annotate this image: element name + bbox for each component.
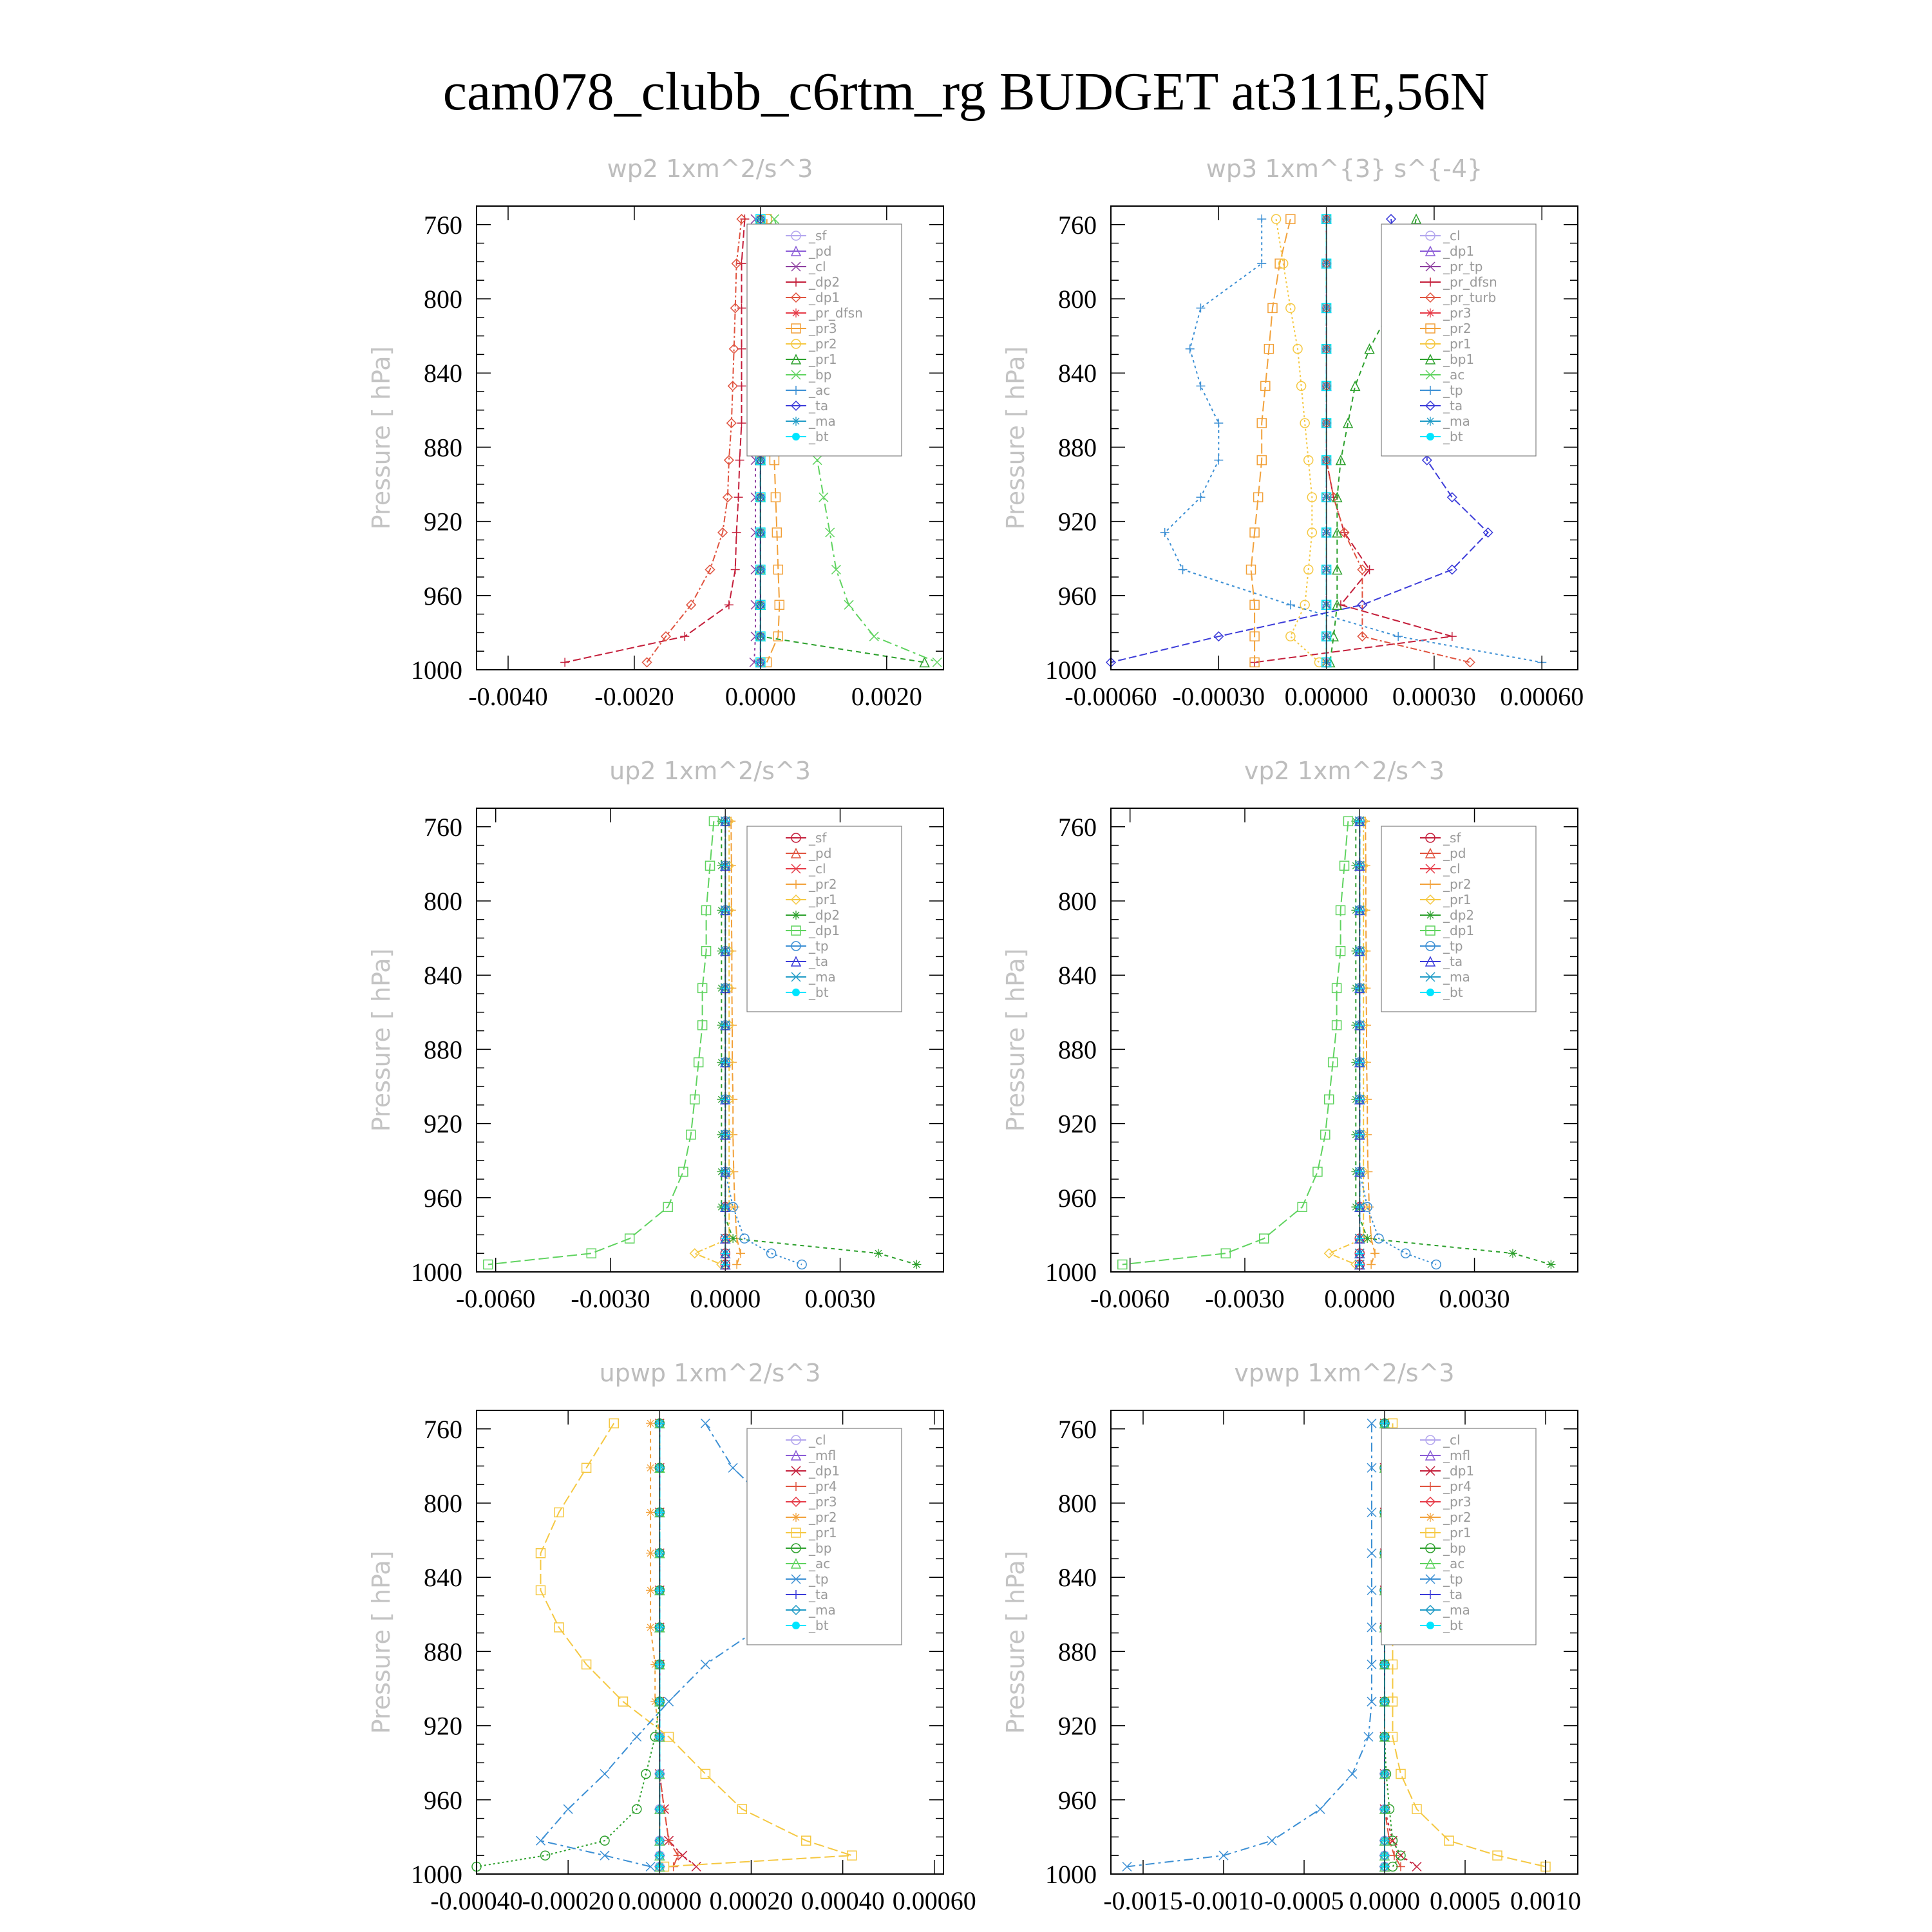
legend-label: _pr_tp [1443, 259, 1483, 274]
legend-label: _cl [809, 1432, 826, 1448]
legend-label: _tp [1443, 1571, 1463, 1587]
x-tick-label: 0.0030 [804, 1284, 876, 1313]
x-tick-label: 0.0005 [1430, 1886, 1501, 1915]
legend-marker [1426, 308, 1435, 317]
legend-marker [791, 417, 800, 426]
legend-label: _ta [1443, 398, 1463, 413]
y-tick-label: 960 [1058, 1785, 1097, 1815]
legend-label: _dp2 [809, 274, 840, 290]
legend-label: _pr4 [1443, 1479, 1472, 1494]
y-tick-label: 840 [424, 961, 462, 990]
y-tick-label: 800 [424, 1489, 462, 1518]
x-tick-label: 0.0000 [724, 682, 796, 711]
legend-marker [791, 911, 800, 920]
y-tick-label: 840 [1058, 961, 1097, 990]
x-tick-label: 0.00060 [1500, 682, 1584, 711]
legend-label: _ac [1443, 1556, 1465, 1571]
panel-title: wp3 1xm^{3} s^{-4} [1206, 155, 1483, 183]
legend-marker [791, 308, 800, 317]
legend-label: _ta [1443, 1587, 1463, 1602]
legend-label: _cl [1443, 228, 1461, 243]
x-tick-label: -0.0015 [1103, 1886, 1183, 1915]
y-axis-label: Pressure [ hPa] [367, 346, 395, 530]
y-tick-label: 800 [1058, 1489, 1097, 1518]
x-tick-label: -0.00040 [430, 1886, 523, 1915]
legend-label: _dp1 [809, 1463, 840, 1479]
data-point [874, 1249, 883, 1258]
legend-label: _ta [1443, 954, 1463, 969]
data-point [912, 1260, 921, 1269]
x-tick-label: 0.0030 [1439, 1284, 1510, 1313]
legend-marker [791, 1513, 800, 1522]
x-tick-label: -0.00030 [1172, 682, 1265, 711]
y-tick-label: 840 [424, 359, 462, 388]
y-tick-label: 920 [424, 1109, 462, 1139]
legend-label: _mfl [809, 1448, 837, 1463]
legend-label: _cl [1443, 1432, 1461, 1448]
legend-label: _bt [809, 429, 829, 444]
legend-label: _ma [1443, 969, 1470, 985]
legend-label: _pr2 [1443, 876, 1472, 892]
legend-label: _cl [809, 861, 826, 876]
y-tick-label: 880 [1058, 433, 1097, 462]
x-tick-label: 0.00060 [892, 1886, 976, 1915]
legend-label: _pr2 [1443, 321, 1472, 336]
y-tick-label: 960 [1058, 1183, 1097, 1213]
legend-marker [1426, 417, 1435, 426]
data-point [646, 1623, 655, 1632]
legend-label: _cl [809, 259, 826, 274]
legend-label: _dp1 [809, 923, 840, 938]
x-tick-label: -0.0030 [571, 1284, 650, 1313]
x-tick-label: 0.0020 [851, 682, 922, 711]
y-tick-label: 920 [1058, 1109, 1097, 1139]
legend-marker [1426, 911, 1435, 920]
panel-title: vp2 1xm^2/s^3 [1244, 757, 1445, 785]
legend-label: _dp1 [809, 290, 840, 305]
x-tick-label: -0.0010 [1184, 1886, 1264, 1915]
y-tick-label: 880 [1058, 1035, 1097, 1065]
legend-label: _bp [809, 1540, 832, 1556]
x-tick-label: 0.00000 [1284, 682, 1368, 711]
legend-label: _pr1 [809, 352, 837, 367]
y-tick-label: 880 [1058, 1637, 1097, 1667]
y-tick-label: 800 [1058, 285, 1097, 314]
legend-label: _pr1 [809, 892, 837, 907]
y-axis-label: Pressure [ hPa] [1001, 948, 1030, 1132]
legend-label: _ma [809, 413, 836, 429]
legend-marker [1426, 1622, 1434, 1629]
x-tick-label: 0.0000 [690, 1284, 761, 1313]
legend-label: _ac [809, 1556, 831, 1571]
legend-marker [792, 989, 800, 996]
x-tick-label: 0.0000 [1349, 1886, 1420, 1915]
y-tick-label: 1000 [1045, 656, 1097, 685]
y-tick-label: 840 [424, 1563, 462, 1593]
legend-label: _dp2 [1443, 907, 1475, 923]
data-point [646, 1419, 655, 1428]
legend-label: _cl [1443, 861, 1461, 876]
legend-label: _bt [809, 985, 829, 1000]
y-tick-label: 920 [424, 507, 462, 536]
legend-label: _dp1 [1443, 1463, 1475, 1479]
y-axis-label: Pressure [ hPa] [367, 948, 395, 1132]
y-tick-label: 1000 [411, 1860, 462, 1889]
legend-marker [1426, 433, 1434, 440]
y-tick-label: 760 [424, 1414, 462, 1444]
legend-label: _bp [1443, 1540, 1466, 1556]
legend-label: _bp1 [1443, 352, 1475, 367]
y-tick-label: 1000 [411, 1258, 462, 1287]
y-tick-label: 840 [1058, 1563, 1097, 1593]
y-tick-label: 880 [424, 1035, 462, 1065]
x-tick-label: -0.0030 [1205, 1284, 1285, 1313]
legend-label: _pd [809, 846, 832, 861]
x-tick-label: -0.0060 [1090, 1284, 1170, 1313]
panel-title: upwp 1xm^2/s^3 [599, 1359, 821, 1387]
y-axis-label: Pressure [ hPa] [1001, 1550, 1030, 1734]
y-tick-label: 760 [424, 812, 462, 842]
legend-label: _ma [1443, 413, 1470, 429]
legend-marker [792, 1622, 800, 1629]
legend-label: _pr3 [809, 321, 837, 336]
y-tick-label: 840 [1058, 359, 1097, 388]
legend-marker [792, 433, 800, 440]
legend-label: _dp1 [1443, 243, 1475, 259]
x-tick-label: 0.00020 [709, 1886, 793, 1915]
data-point [1546, 1260, 1555, 1269]
legend-label: _pr1 [1443, 892, 1472, 907]
legend-label: _pr4 [809, 1479, 837, 1494]
data-point [1508, 1249, 1517, 1258]
x-tick-label: -0.00060 [1065, 682, 1157, 711]
y-tick-label: 760 [1058, 812, 1097, 842]
legend-label: _tp [809, 938, 829, 954]
x-tick-label: 0.0010 [1510, 1886, 1581, 1915]
legend-label: _pr1 [1443, 1525, 1472, 1540]
legend-marker [1426, 989, 1434, 996]
y-tick-label: 800 [1058, 887, 1097, 916]
x-tick-label: -0.0060 [456, 1284, 536, 1313]
legend-label: _ta [809, 954, 829, 969]
y-tick-label: 960 [424, 1183, 462, 1213]
legend-label: _pr2 [809, 876, 837, 892]
y-tick-label: 920 [424, 1711, 462, 1741]
legend-label: _pr2 [1443, 1510, 1472, 1525]
data-point [646, 1549, 655, 1558]
data-point [646, 1463, 655, 1472]
x-tick-label: -0.0040 [468, 682, 548, 711]
legend-label: _pr3 [1443, 1494, 1472, 1510]
legend-label: _ac [1443, 367, 1465, 383]
legend-label: _pd [1443, 846, 1466, 861]
legend-label: _pr1 [809, 1525, 837, 1540]
y-tick-label: 760 [1058, 210, 1097, 240]
legend-label: _dp2 [809, 907, 840, 923]
y-tick-label: 1000 [1045, 1860, 1097, 1889]
legend-label: _pr_dfsn [1443, 274, 1497, 290]
legend-label: _sf [1443, 830, 1461, 846]
legend-label: _ma [809, 969, 836, 985]
legend-label: _sf [809, 830, 827, 846]
panel-title: wp2 1xm^2/s^3 [607, 155, 813, 183]
legend-label: _bt [1443, 1618, 1463, 1633]
legend-label: _ta [809, 398, 829, 413]
data-point [646, 1586, 655, 1595]
y-tick-label: 960 [424, 581, 462, 611]
legend-label: _bp [809, 367, 832, 383]
legend-label: _pd [809, 243, 832, 259]
panel-title: vpwp 1xm^2/s^3 [1234, 1359, 1455, 1387]
legend-label: _tp [809, 1571, 829, 1587]
y-axis-label: Pressure [ hPa] [367, 1550, 395, 1734]
y-tick-label: 960 [1058, 581, 1097, 611]
y-tick-label: 1000 [1045, 1258, 1097, 1287]
legend-label: _pr3 [1443, 305, 1472, 321]
figure-title: cam078_clubb_c6rtm_rg BUDGET at311E,56N [442, 62, 1490, 122]
y-tick-label: 800 [424, 887, 462, 916]
legend-label: _ta [809, 1587, 829, 1602]
legend-label: _tp [1443, 383, 1463, 398]
legend-label: _bt [809, 1618, 829, 1633]
data-point [646, 1508, 655, 1517]
y-tick-label: 880 [424, 433, 462, 462]
y-tick-label: 800 [424, 285, 462, 314]
x-tick-label: -0.0005 [1264, 1886, 1344, 1915]
x-tick-label: -0.0020 [594, 682, 674, 711]
panel-title: up2 1xm^2/s^3 [609, 757, 811, 785]
legend-label: _mfl [1443, 1448, 1471, 1463]
legend-label: _bt [1443, 429, 1463, 444]
legend-label: _pr2 [809, 336, 837, 352]
x-tick-label: 0.00030 [1392, 682, 1476, 711]
legend-label: _pr1 [1443, 336, 1472, 352]
y-tick-label: 760 [424, 210, 462, 240]
y-tick-label: 920 [1058, 507, 1097, 536]
legend-label: _pr2 [809, 1510, 837, 1525]
x-tick-label: 0.0000 [1324, 1284, 1396, 1313]
y-tick-label: 880 [424, 1637, 462, 1667]
legend-label: _pr_dfsn [809, 305, 863, 321]
legend-label: _ma [1443, 1602, 1470, 1618]
legend-label: _tp [1443, 938, 1463, 954]
legend-label: _sf [809, 228, 827, 243]
y-axis-label: Pressure [ hPa] [1001, 346, 1030, 530]
legend-label: _dp1 [1443, 923, 1475, 938]
legend-label: _ma [809, 1602, 836, 1618]
y-tick-label: 760 [1058, 1414, 1097, 1444]
y-tick-label: 960 [424, 1785, 462, 1815]
legend-label: _pr3 [809, 1494, 837, 1510]
legend-label: _bt [1443, 985, 1463, 1000]
legend-label: _pr_turb [1443, 290, 1497, 305]
x-tick-label: 0.00040 [800, 1886, 885, 1915]
legend-marker [1426, 1513, 1435, 1522]
y-tick-label: 1000 [411, 656, 462, 685]
y-tick-label: 920 [1058, 1711, 1097, 1741]
legend-label: _ac [809, 383, 831, 398]
x-tick-label: -0.00020 [522, 1886, 614, 1915]
x-tick-label: 0.00000 [618, 1886, 702, 1915]
